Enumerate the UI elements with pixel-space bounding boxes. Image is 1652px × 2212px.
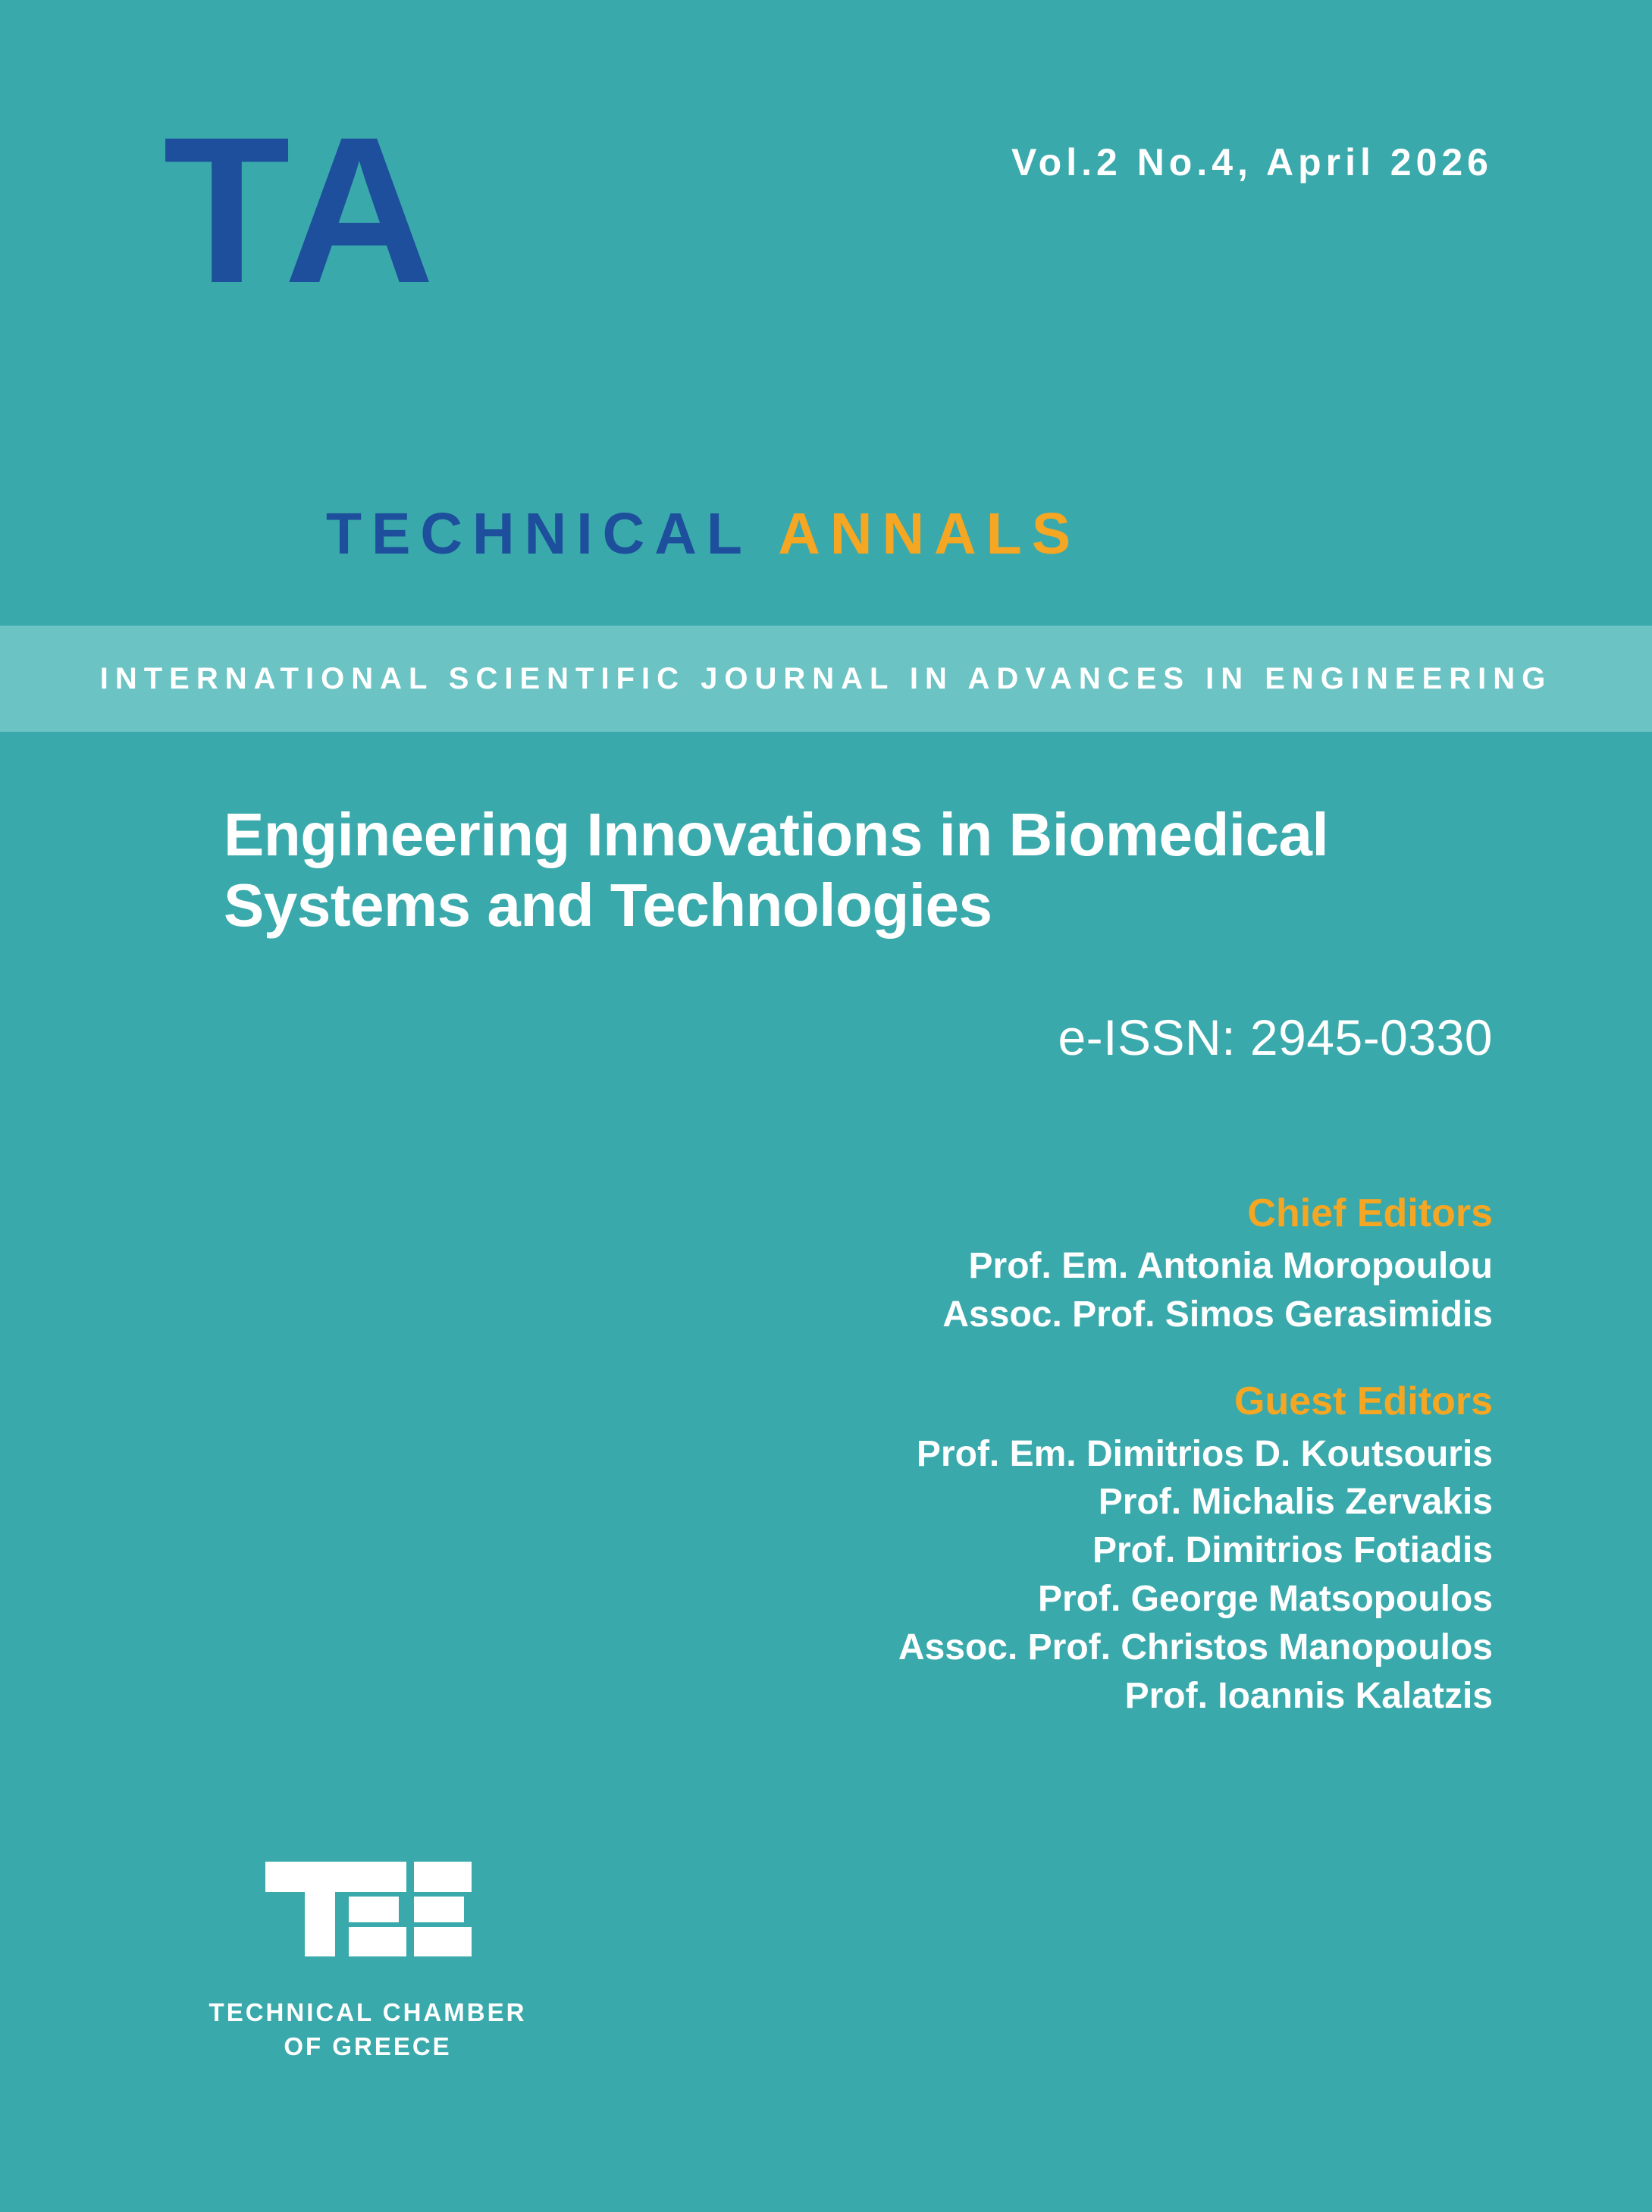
- editor-name: Prof. Dimitrios Fotiadis: [1092, 1530, 1493, 1571]
- editors-section: [507, 1191, 1493, 1760]
- publisher-caption: [178, 1996, 557, 2063]
- editor-name: Prof. George Matsopoulos: [1037, 1579, 1493, 1620]
- issue-volume-line: Vol.2 No.4, April 2026: [1011, 141, 1493, 184]
- journal-name-annals: ANNALS: [778, 501, 1081, 566]
- ta-logo: TA: [163, 94, 444, 327]
- issue-title: Engineering Innovations in Biomedical Systems and Technologies: [224, 801, 1329, 939]
- editor-name: Prof. Michalis Zervakis: [1098, 1482, 1493, 1523]
- editor-name: Assoc. Prof. Christos Manopoulos: [898, 1627, 1493, 1668]
- tee-logo-icon: [265, 1862, 470, 1956]
- subtitle-band-text: INTERNATIONAL SCIENTIFIC JOURNAL IN ADVANCES IN ENGINEERING: [99, 661, 1553, 695]
- editor-name: Assoc. Prof. Simos Gerasimidis: [942, 1294, 1493, 1335]
- editor-name: Prof. Em. Antonia Moropoulou: [968, 1246, 1493, 1286]
- guest-editors-group: [507, 1379, 1493, 1721]
- publisher-caption-line1: TECHNICAL CHAMBER: [208, 1998, 527, 2026]
- publisher-block: [178, 1862, 557, 2063]
- subtitle-band: [0, 626, 1652, 732]
- chief-editors-heading: Chief Editors: [1247, 1191, 1493, 1235]
- publisher-caption-line2: OF GREECE: [284, 2032, 452, 2060]
- journal-name-technical: TECHNICAL: [326, 501, 752, 566]
- chief-editors-group: [507, 1191, 1493, 1339]
- editor-name: Prof. Ioannis Kalatzis: [1124, 1675, 1493, 1716]
- guest-editors-heading: Guest Editors: [1234, 1379, 1493, 1423]
- journal-name: [326, 500, 1080, 568]
- eissn-text: e-ISSN: 2945-0330: [1058, 1009, 1493, 1065]
- editor-name: Prof. Em. Dimitrios D. Koutsouris: [916, 1433, 1493, 1474]
